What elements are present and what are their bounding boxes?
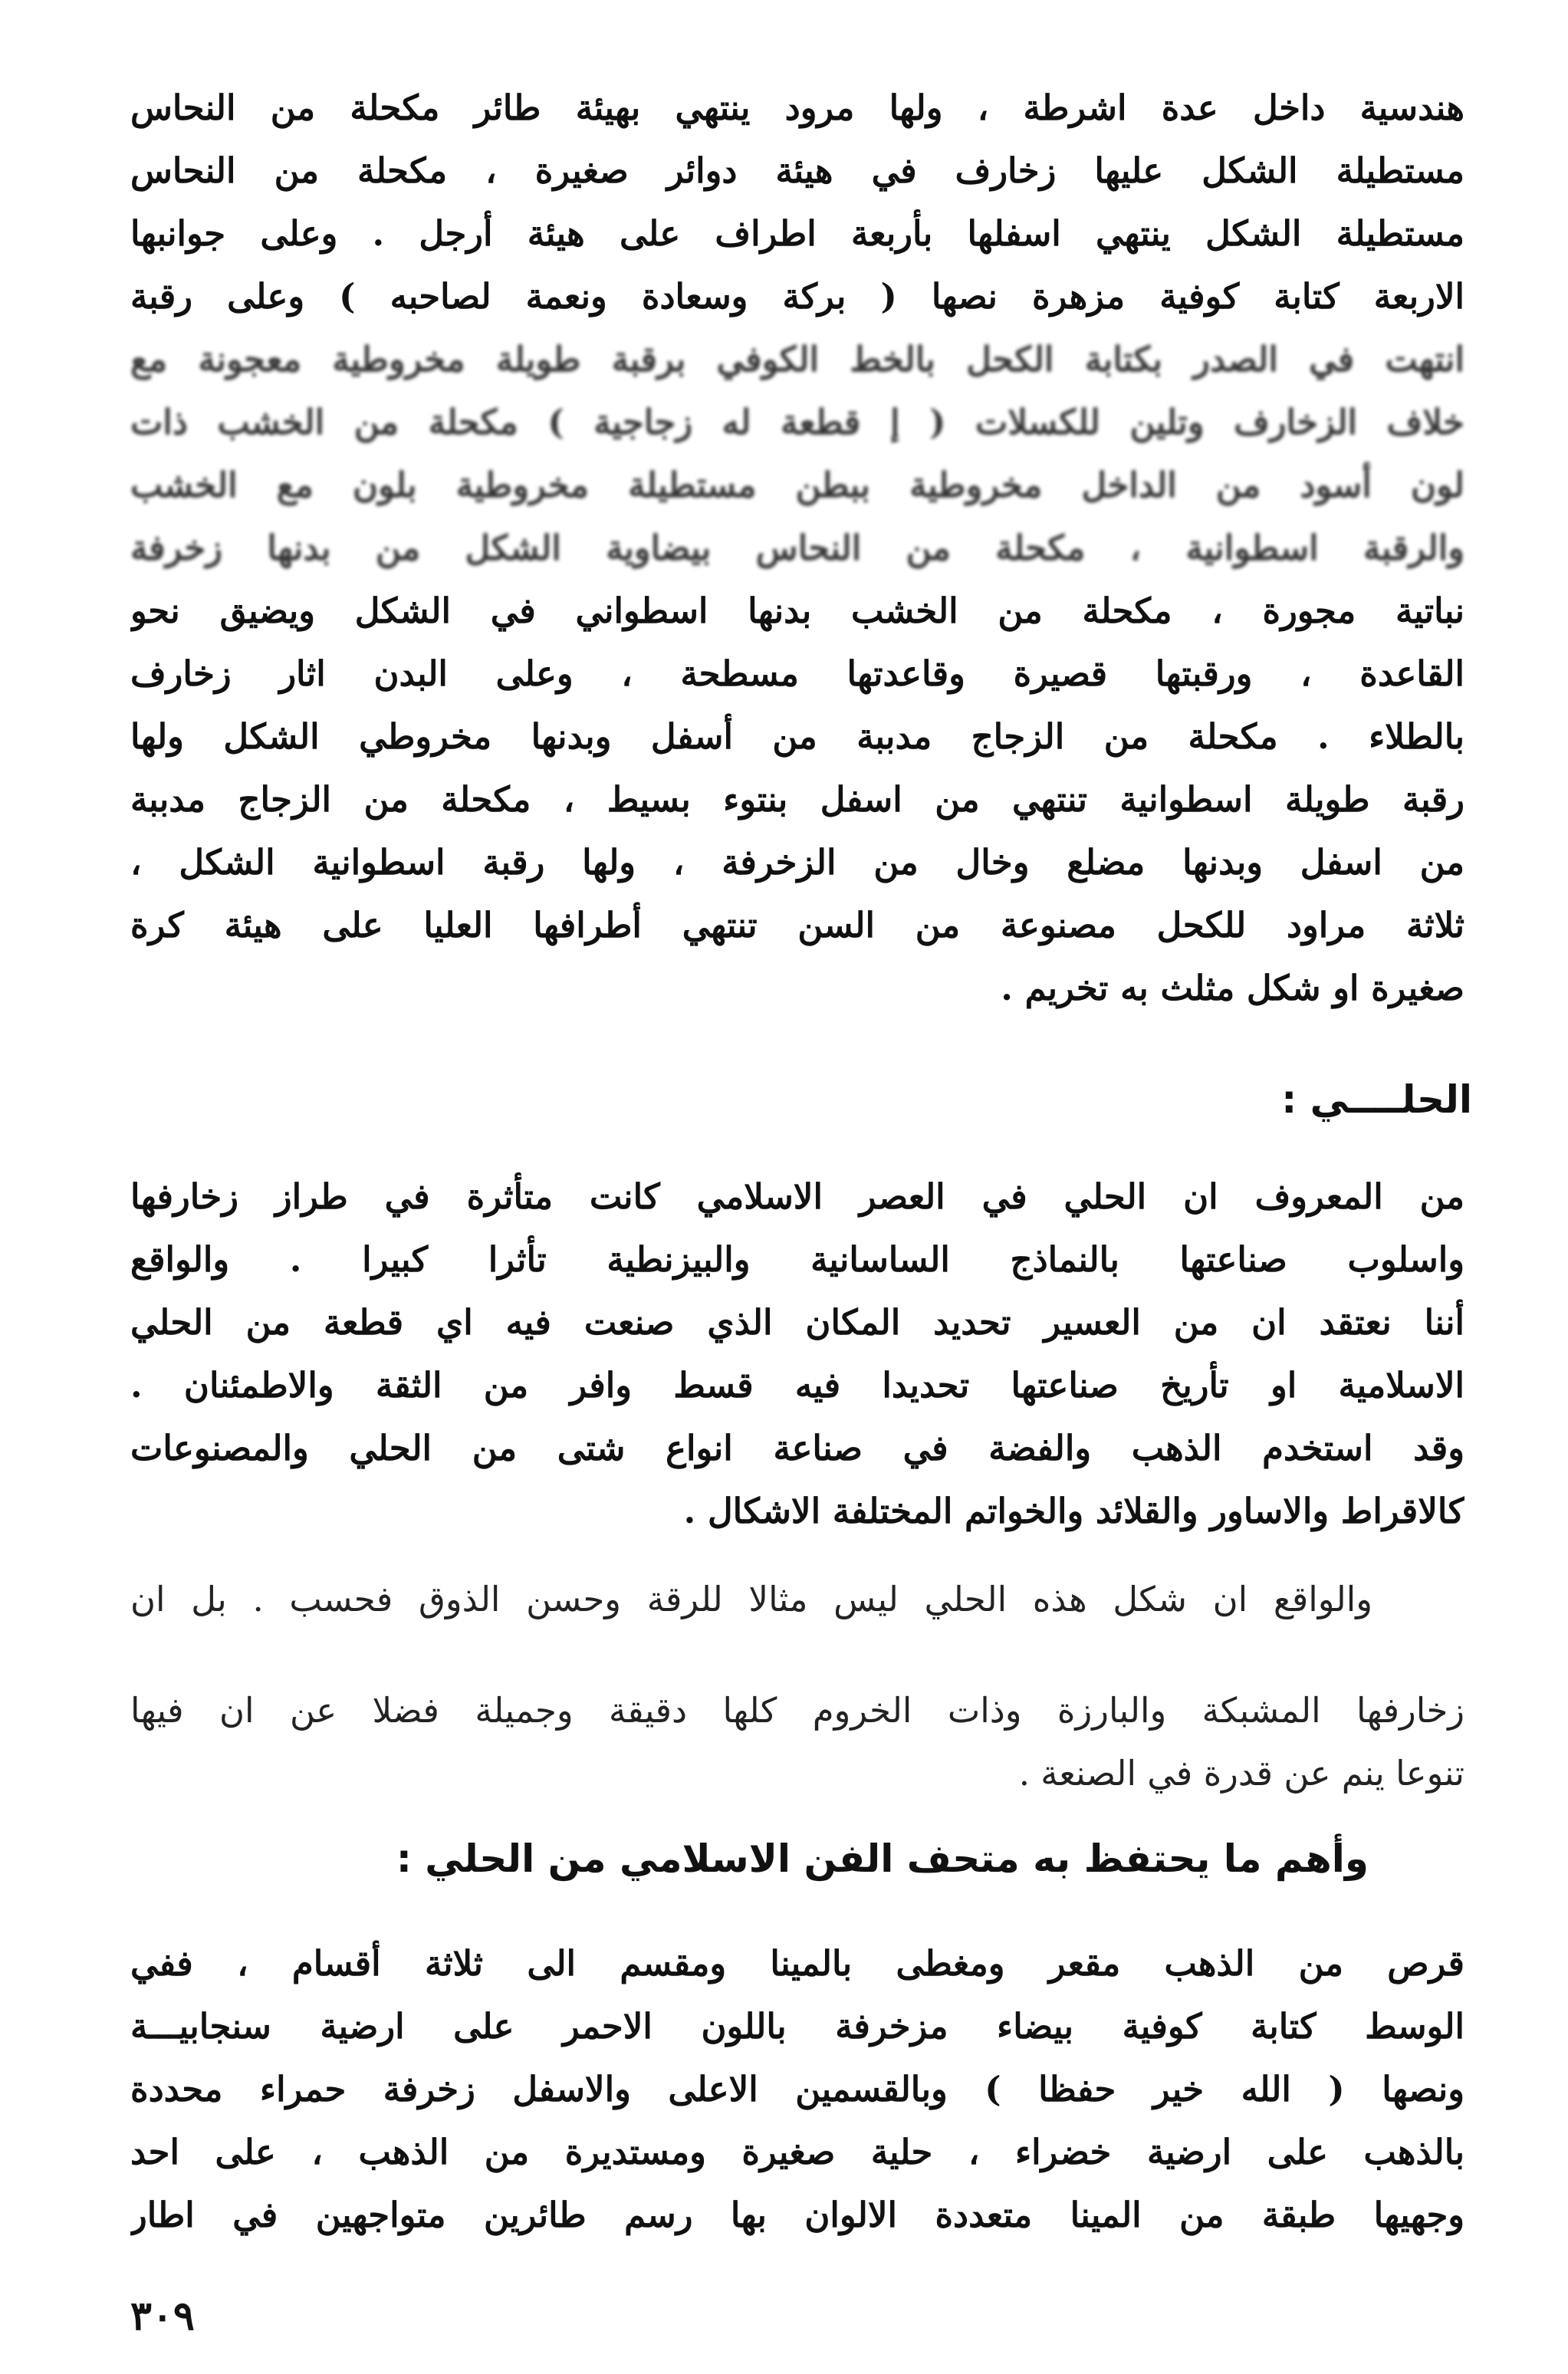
text-line: كالاقراط والاساور والقلائد والخواتم المختلفة الاشكال . xyxy=(683,1491,1464,1531)
text-line: هندسية داخل عدة اشرطة ، ولها مرود ينتهي بهيئة طائر مكحلة من النحاس xyxy=(130,87,1464,128)
text-line: وجهيها طبقة من المينا متعددة الالوان بها رسم طائرين متواجهين في اطار xyxy=(130,2195,1464,2235)
text-line: ونصها ( الله خير حفظا ) وبالقسمين الاعلى والاسفل زخرفة حمراء محددة xyxy=(130,2069,1464,2109)
text-line: واسلوب صناعتها بالنماذج الساسانية والبيزنطية تأثرا كبيرا . والواقع xyxy=(130,1239,1464,1280)
text-line: ثلاثة مراود للكحل مصنوعة من السن تنتهي أطرافها العليا على هيئة كرة xyxy=(130,905,1464,945)
text-line: نباتية مجورة ، مكحلة من الخشب بدنها اسطواني في الشكل ويضيق نحو xyxy=(130,590,1464,631)
text-line: زخارفها المشبكة والبارزة وذات الخروم كلها دقيقة وجميلة فضلا عن ان فيها xyxy=(130,1690,1464,1731)
text-line: من اسفل وبدنها مضلع وخال من الزخرفة ، ولها رقبة اسطوانية الشكل ، xyxy=(130,842,1464,883)
text-line: أننا نعتقد ان من العسير تحديد المكان الذي صنعت فيه اي قطعة من الحلي xyxy=(130,1302,1464,1343)
degraded-text-line: والرقبة اسطوانية ، مكحلة من النحاس بيضاوية الشكل من بدنها زخرفة xyxy=(130,528,1464,568)
text-line: بالطلاء . مكحلة من الزجاج مدببة من أسفل وبدنها مخروطي الشكل ولها xyxy=(130,716,1464,757)
text-line: وقد استخدم الذهب والفضة في صناعة انواع شتى من الحلي والمصنوعات xyxy=(130,1428,1464,1468)
text-line: الوسط كتابة كوفية بيضاء مزخرفة باللون الاحمر على ارضية سنجابيـــة xyxy=(130,2006,1464,2047)
text-line: رقبة طويلة اسطوانية تنتهي من اسفل بنتوء بسيط ، مكحلة من الزجاج مدببة xyxy=(130,779,1464,820)
text-line: مستطيلة الشكل عليها زخارف في هيئة دوائر صغيرة ، مكحلة من النحاس xyxy=(130,150,1464,191)
text-line: بالذهب على ارضية خضراء ، حلية صغيرة ومستديرة من الذهب ، على احد xyxy=(130,2132,1464,2172)
text-line: صغيرة او شكل مثلث به تخريم . xyxy=(1001,968,1464,1008)
text-line: من المعروف ان الحلي في العصر الاسلامي كانت متأثرة في طراز زخارفها xyxy=(130,1176,1464,1217)
paragraph-gold-disc xyxy=(130,1932,1464,2247)
page-number: ٣٠٩ xyxy=(130,2293,195,2339)
paragraph-jewelry-taste xyxy=(130,1568,1372,1631)
degraded-text-line: خلاف الزخارف وتلين للكسلات ( إ قطعة له زجاجية ) مكحلة من الخشب ذات xyxy=(130,402,1464,442)
section-heading-jewelry: الحلــــي : xyxy=(1281,1077,1472,1122)
text-line: الاربعة كتابة كوفية مزهرة نصها ( بركة وسعادة ونعمة لصاحبه ) وعلى رقبة xyxy=(130,276,1464,317)
text-line: والواقع ان شكل هذه الحلي ليس مثالا للرقة وحسن الذوق فحسب . بل ان xyxy=(130,1579,1372,1619)
paragraph-jewelry-decoration xyxy=(130,1679,1464,1805)
degraded-text-line: لون أسود من الداخل مخروطية ببطن مستطيلة مخروطية بلون مع الخشب xyxy=(130,465,1464,505)
paragraph-kohl-containers xyxy=(130,77,1464,1020)
text-line: تنوعا ينم عن قدرة في الصنعة . xyxy=(1018,1753,1464,1794)
text-line: قرص من الذهب مقعر ومغطى بالمينا ومقسم الى ثلاثة أقسام ، ففي xyxy=(130,1943,1464,1984)
paragraph-jewelry-intro xyxy=(130,1166,1464,1543)
text-line: الاسلامية او تأريخ صناعتها تحديدا فيه قسط وافر من الثقة والاطمئنان . xyxy=(130,1365,1464,1406)
degraded-text-line: انتهت في الصدر بكتابة الكحل بالخط الكوفي برقبة طويلة مخروطية معجونة مع xyxy=(130,339,1464,380)
section-heading-museum-jewelry: وأهم ما يحتفظ به متحف الفن الاسلامي من الحلي : xyxy=(396,1836,1369,1881)
text-line: مستطيلة الشكل ينتهي اسفلها بأربعة اطراف على هيئة أرجل . وعلى جوانبها xyxy=(130,213,1464,254)
text-line: القاعدة ، ورقبتها قصيرة وقاعدتها مسطحة ، وعلى البدن اثار زخارف xyxy=(130,653,1464,694)
